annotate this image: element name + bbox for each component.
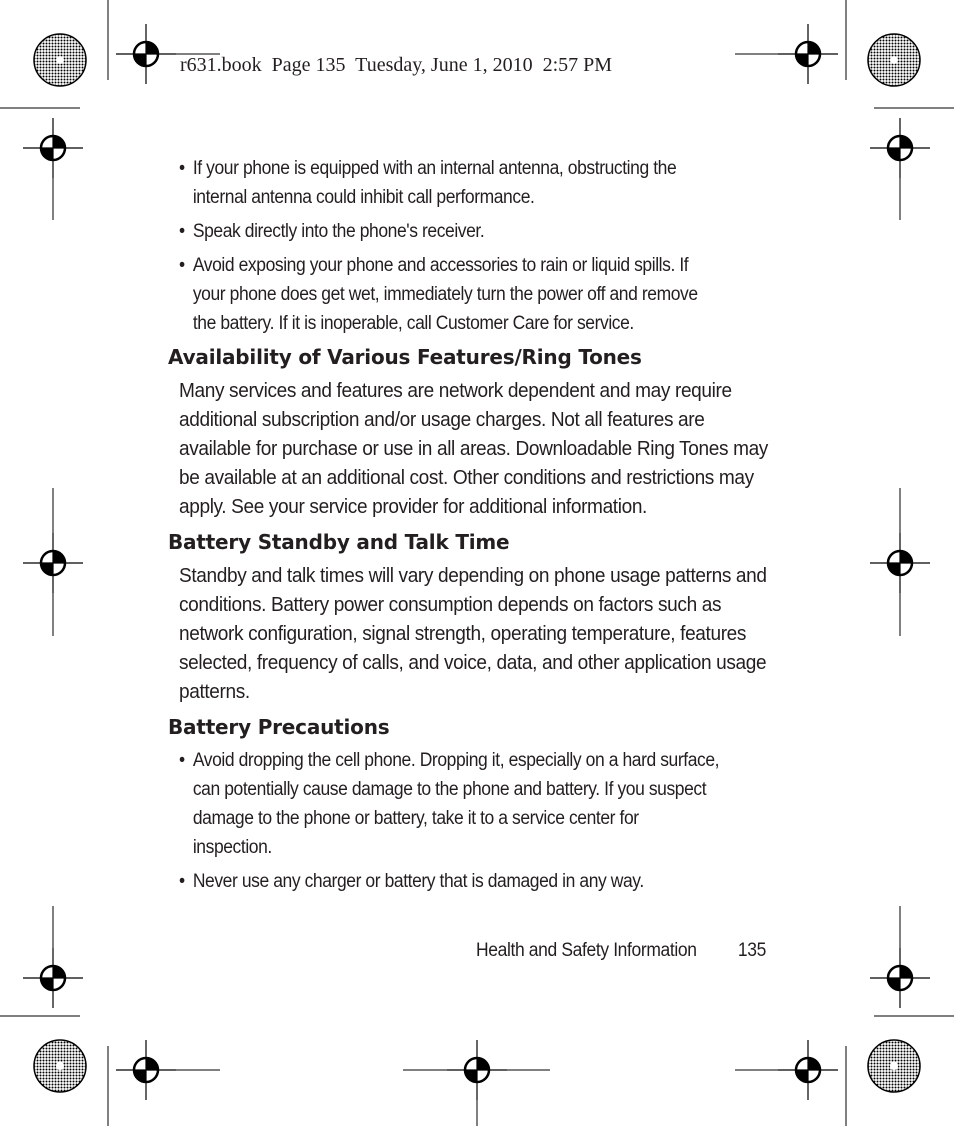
- list-item: [168, 154, 720, 212]
- bullet-icon: •: [179, 750, 185, 771]
- registration-mark: [23, 118, 83, 178]
- bullet-text: Speak directly into the phone's receiver.: [192, 221, 485, 242]
- list-item: [168, 217, 720, 246]
- book-page-stamp: r631.book Page 135 Tuesday, June 1, 2010 2:57 PM: [180, 54, 613, 76]
- section-heading-standby-talk-time: Battery Standby and Talk Time: [168, 530, 510, 554]
- intro-bullet-list: [168, 154, 768, 338]
- section-body-ring-tones: Many services and features are network dependent and may require additional subscription and/or usage charges. Not all features are available for purchase or use in all areas. Downloadable Ring Tones may be available at an additional cost. Other conditions and restrictions may apply. See your service provider for additional information.: [179, 379, 768, 518]
- registration-mark: [870, 533, 930, 593]
- registration-mark: [23, 533, 83, 593]
- registration-mark: [23, 948, 83, 1008]
- section-heading-battery-precautions: Battery Precautions: [168, 715, 390, 739]
- bullet-icon: •: [179, 255, 185, 276]
- registration-mark: [778, 24, 838, 84]
- bullet-text: Avoid exposing your phone and accessories to rain or liquid spills. If your phone does get wet, immediately turn the power off and remove the battery. If it is inoperable, call Customer Care for service.: [192, 255, 698, 334]
- registration-mark: [116, 24, 176, 84]
- list-item: [168, 251, 720, 338]
- page-number: 135: [737, 940, 766, 961]
- starburst-target: [34, 34, 86, 86]
- registration-mark: [447, 1040, 507, 1100]
- starburst-target: [34, 1040, 86, 1092]
- registration-mark: [870, 118, 930, 178]
- bullet-text: Avoid dropping the cell phone. Dropping it, especially on a hard surface, can potentially cause damage to the phone and battery. If you suspect damage to the phone or battery, take it to a service center for inspection.: [192, 750, 720, 858]
- bullet-text: Never use any charger or battery that is damaged in any way.: [192, 871, 644, 892]
- registration-mark: [116, 1040, 176, 1100]
- registration-mark: [778, 1040, 838, 1100]
- battery-precautions-list: [168, 746, 768, 896]
- page-content: [168, 154, 768, 901]
- starburst-target: [868, 1040, 920, 1092]
- footer-chapter-title: Health and Safety Information: [476, 940, 697, 961]
- registration-mark: [870, 948, 930, 1008]
- bullet-icon: •: [179, 158, 185, 179]
- bullet-text: If your phone is equipped with an internal antenna, obstructing the internal antenna could inhibit call performance.: [192, 158, 677, 208]
- starburst-target: [868, 34, 920, 86]
- list-item: [168, 867, 720, 896]
- section-body-standby-talk-time: Standby and talk times will vary depending on phone usage patterns and conditions. Battery power consumption depends on factors such as network configuration, signal strength, operating temperature, features selected, frequency of calls, and voice, data, and other application usage patterns.: [179, 564, 767, 703]
- page-footer: [476, 940, 766, 962]
- bullet-icon: •: [179, 221, 185, 242]
- list-item: [168, 746, 720, 862]
- bullet-icon: •: [179, 871, 185, 892]
- section-heading-ring-tones: Availability of Various Features/Ring Tones: [168, 345, 642, 369]
